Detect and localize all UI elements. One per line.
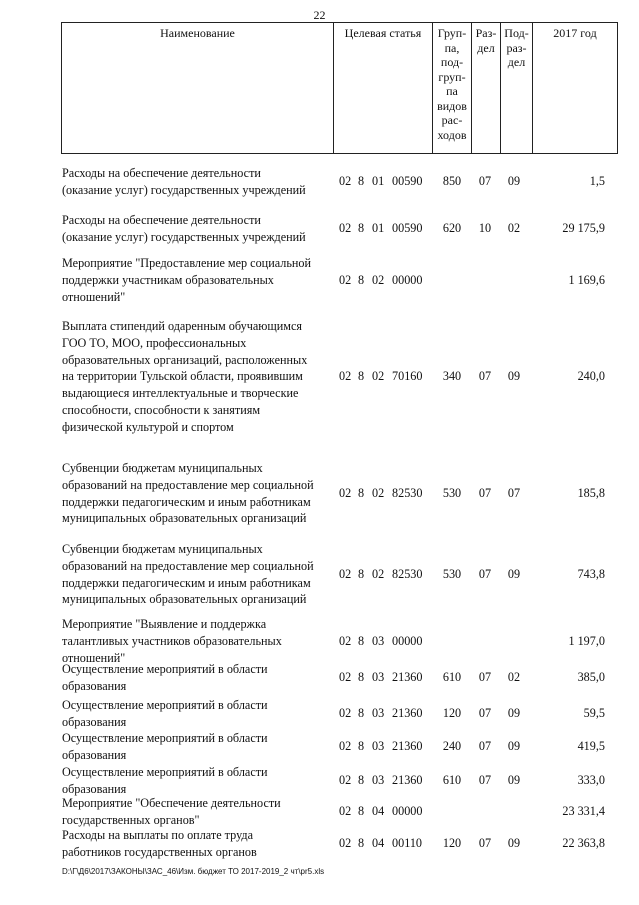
cell-t2: 8	[358, 486, 365, 501]
cell-t2: 8	[358, 272, 365, 287]
row-name-line: образования	[62, 714, 127, 729]
cell-group: 610	[442, 773, 462, 788]
cell-t1: 02	[339, 804, 352, 819]
row-name-line: Расходы на обеспечение деятельности	[62, 166, 261, 180]
cell-t4: 00110	[392, 836, 423, 851]
cell-t3: 03	[372, 706, 385, 721]
row-name	[62, 661, 332, 695]
row-name-line: Выплата стипендий одаренным обучающимся	[62, 319, 302, 333]
row-name	[62, 541, 332, 608]
row-name	[62, 616, 332, 666]
cell-section: 07	[478, 706, 492, 721]
page-number: 22	[313, 8, 326, 22]
cell-section: 07	[478, 836, 492, 851]
row-name-line: образований на предоставление мер социальной	[62, 558, 314, 573]
cell-t1: 02	[339, 174, 352, 189]
cell-section: 07	[478, 369, 492, 384]
cell-amount: 22 363,8	[562, 836, 605, 851]
cell-amount: 1,5	[589, 174, 605, 189]
cell-group: 610	[442, 670, 462, 685]
row-name-line: муниципальных образовательных организаций	[62, 511, 307, 526]
cell-subsection: 07	[507, 486, 521, 501]
header-target: Целевая статья	[344, 26, 422, 40]
header-line: Раз-	[475, 26, 497, 40]
cell-t2: 8	[358, 804, 365, 819]
cell-t1: 02	[339, 221, 352, 236]
row-name-line: Мероприятие "Предоставление мер социальной	[62, 256, 312, 270]
cell-subsection: 09	[507, 773, 521, 788]
cell-t3: 02	[372, 272, 385, 287]
row-name-line: образования	[62, 781, 127, 796]
row-name-line: работников государственных органов	[62, 844, 257, 859]
cell-t4: 00590	[392, 174, 423, 189]
header-line: дел	[507, 55, 526, 69]
cell-t2: 8	[358, 567, 365, 582]
cell-t2: 8	[358, 836, 365, 851]
cell-t3: 03	[372, 670, 385, 685]
cell-t4: 00000	[392, 633, 423, 648]
header-line: Под-	[504, 26, 529, 40]
header-name: Наименование	[160, 26, 235, 40]
cell-t4: 21360	[392, 706, 423, 721]
row-name-line: Осуществление мероприятий в области	[62, 698, 268, 712]
row-name-line: отношений"	[62, 289, 126, 304]
cell-t1: 02	[339, 773, 352, 788]
cell-subsection: 09	[507, 567, 521, 582]
row-name	[62, 764, 332, 798]
row-name-line: образовательных организаций, расположенных	[62, 352, 308, 367]
cell-section: 07	[478, 739, 492, 754]
cell-subsection: 09	[507, 706, 521, 721]
row-name-line: поддержки участникам образовательных	[62, 272, 274, 287]
row-name	[62, 318, 332, 436]
row-name-line: Расходы на обеспечение деятельности	[62, 213, 261, 227]
cell-t3: 03	[372, 773, 385, 788]
cell-t3: 03	[372, 739, 385, 754]
cell-amount: 1 197,0	[568, 633, 605, 648]
row-name-line: ГОО ТО, МОО, профессиональных	[62, 335, 247, 350]
cell-t3: 02	[372, 486, 385, 501]
cell-t2: 8	[358, 174, 365, 189]
row-name-line: Осуществление мероприятий в области	[62, 662, 268, 676]
cell-t2: 8	[358, 670, 365, 685]
header-line: дел	[477, 40, 495, 55]
row-name-line: выдающиеся интеллектуальные и творческие	[62, 386, 299, 401]
cell-t4: 21360	[392, 670, 423, 685]
cell-amount: 240,0	[577, 369, 605, 384]
cell-group: 340	[442, 369, 462, 384]
cell-t1: 02	[339, 567, 352, 582]
cell-t1: 02	[339, 706, 352, 721]
cell-t4: 82530	[392, 486, 423, 501]
cell-t4: 70160	[392, 369, 423, 384]
row-name-line: образований на предоставление мер социальной	[62, 477, 314, 492]
header-line: раз-	[506, 40, 527, 55]
row-name-line: способности, способности к занятиям	[62, 402, 261, 417]
row-name-line: Осуществление мероприятий в области	[62, 731, 268, 745]
cell-group: 530	[442, 567, 462, 582]
cell-t4: 00000	[392, 804, 423, 819]
row-name-line: физической культурой и спортом	[62, 419, 234, 434]
row-name	[62, 795, 332, 829]
cell-subsection: 02	[507, 670, 521, 685]
cell-amount: 743,8	[577, 567, 605, 582]
row-name	[62, 212, 332, 246]
row-name	[62, 460, 332, 527]
cell-group: 850	[442, 174, 462, 189]
header-line: груп-	[438, 69, 466, 84]
row-name-line: (оказание услуг) государственных учреждений	[62, 182, 306, 197]
row-name-line: поддержки педагогическим и иным работникам	[62, 575, 311, 590]
cell-t2: 8	[358, 773, 365, 788]
cell-t4: 82530	[392, 567, 423, 582]
cell-t4: 00000	[392, 272, 423, 287]
row-name-line: Мероприятие "Обеспечение деятельности	[62, 796, 281, 810]
cell-amount: 185,8	[577, 486, 605, 501]
cell-t1: 02	[339, 633, 352, 648]
header-group	[433, 23, 471, 153]
cell-subsection: 09	[507, 739, 521, 754]
row-name-line: (оказание услуг) государственных учреждений	[62, 229, 306, 244]
cell-t3: 04	[372, 804, 385, 819]
cell-t1: 02	[339, 272, 352, 287]
cell-t2: 8	[358, 633, 365, 648]
cell-t3: 02	[372, 369, 385, 384]
row-name	[62, 697, 332, 731]
cell-t4: 21360	[392, 739, 423, 754]
cell-t1: 02	[339, 670, 352, 685]
cell-section: 10	[478, 221, 492, 236]
cell-group: 120	[442, 706, 462, 721]
row-name-line: Осуществление мероприятий в области	[62, 765, 268, 779]
row-name-line: образования	[62, 747, 127, 762]
row-name-line: Расходы на выплаты по оплате труда	[62, 828, 254, 842]
row-name-line: талантливых участников образовательных	[62, 633, 282, 648]
row-name-line: отношений"	[62, 650, 126, 665]
cell-section: 07	[478, 486, 492, 501]
cell-amount: 1 169,6	[568, 272, 605, 287]
row-name-line: Субвенции бюджетам муниципальных	[62, 542, 263, 556]
row-name-line: муниципальных образовательных организаций	[62, 592, 307, 607]
cell-subsection: 09	[507, 369, 521, 384]
cell-t1: 02	[339, 739, 352, 754]
cell-t4: 21360	[392, 773, 423, 788]
cell-t4: 00590	[392, 221, 423, 236]
header-line: па	[446, 84, 458, 98]
cell-t1: 02	[339, 486, 352, 501]
header-line: ходов	[437, 127, 467, 142]
cell-amount: 333,0	[577, 773, 605, 788]
cell-section: 07	[478, 567, 492, 582]
header-line: Груп-	[437, 26, 467, 40]
cell-amount: 29 175,9	[562, 221, 605, 236]
row-name-line: на территории Тульской области, проявившим	[62, 369, 303, 384]
cell-subsection: 09	[507, 836, 521, 851]
row-name	[62, 730, 332, 764]
row-name-line: поддержки педагогическим и иным работникам	[62, 494, 311, 509]
row-name	[62, 827, 332, 861]
cell-amount: 59,5	[583, 706, 605, 721]
cell-group: 620	[442, 221, 462, 236]
cell-group: 240	[442, 739, 462, 754]
cell-amount: 419,5	[577, 739, 605, 754]
cell-subsection: 09	[507, 174, 521, 189]
cell-t3: 01	[372, 221, 385, 236]
row-name-line: Субвенции бюджетам муниципальных	[62, 461, 263, 475]
cell-group: 120	[442, 836, 462, 851]
cell-t1: 02	[339, 836, 352, 851]
row-name	[62, 165, 332, 199]
header-line: па,	[444, 40, 460, 55]
cell-t3: 02	[372, 567, 385, 582]
header-section	[472, 23, 500, 153]
cell-t2: 8	[358, 369, 365, 384]
table-header	[61, 22, 618, 154]
cell-section: 07	[478, 174, 492, 189]
cell-t3: 01	[372, 174, 385, 189]
row-name-line: государственных органов"	[62, 812, 200, 827]
cell-amount: 385,0	[577, 670, 605, 685]
header-line: видов	[437, 98, 467, 113]
header-year: 2017 год	[553, 26, 597, 40]
header-line: рас-	[441, 113, 463, 127]
cell-t2: 8	[358, 739, 365, 754]
row-name-line: Мероприятие "Выявление и поддержка	[62, 617, 267, 631]
cell-t3: 04	[372, 836, 385, 851]
cell-subsection: 02	[507, 221, 521, 236]
cell-section: 07	[478, 670, 492, 685]
cell-t2: 8	[358, 221, 365, 236]
cell-t2: 8	[358, 706, 365, 721]
header-subsection	[501, 23, 532, 153]
row-name	[62, 255, 332, 305]
row-name-line: образования	[62, 678, 127, 693]
header-line: под-	[440, 55, 464, 69]
file-path-footer: D:\Г\Д6\2017\ЗАКОНЫ\ЗАС_46\Изм. бюджет ТО 2017-2019_2 чт\pr5.xls	[62, 867, 325, 876]
cell-t3: 03	[372, 633, 385, 648]
cell-section: 07	[478, 773, 492, 788]
cell-amount: 23 331,4	[562, 804, 605, 819]
cell-t1: 02	[339, 369, 352, 384]
cell-group: 530	[442, 486, 462, 501]
